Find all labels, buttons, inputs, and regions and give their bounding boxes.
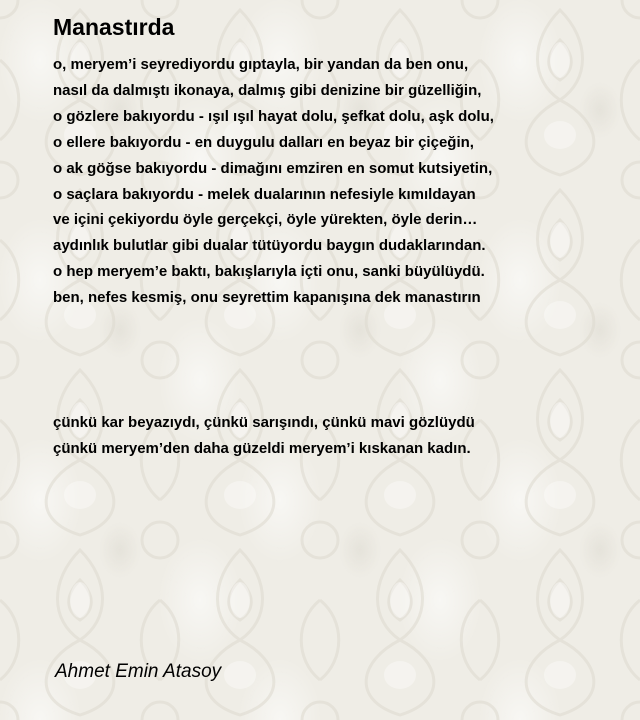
poem-line: o gözlere bakıyordu - ışıl ışıl hayat dolu, şefkat dolu, aşk dolu,	[53, 107, 494, 125]
poem-line: o saçlara bakıyordu - melek dualarının nefesiyle kımıldayan	[53, 185, 476, 203]
poem-line: o ellere bakıyordu - en duygulu dalları en beyaz bir çiçeğin,	[53, 133, 474, 151]
poem-line: o ak göğse bakıyordu - dimağını emziren en somut kutsiyetin,	[53, 159, 493, 177]
poem-line: o, meryem’i seyrediyordu gıptayla, bir yandan da ben onu,	[53, 56, 469, 73]
poem-line: ben, nefes kesmiş, onu seyrettim kapanışına dek manastırın	[53, 289, 481, 307]
poem-author: Ahmet Emin Atasoy	[55, 661, 222, 682]
poem-line: ve içini çekiyordu öyle gerçekçi, öyle yürekten, öyle derin…	[53, 211, 478, 229]
poem-line: aydınlık bulutlar gibi dualar tütüyordu baygın dudaklarından.	[53, 237, 486, 255]
poem-line: çünkü kar beyazıydı, çünkü sarışındı, çünkü mavi gözlüydü	[53, 414, 475, 431]
stanza-1	[53, 52, 494, 311]
poem-line: nasıl da dalmıştı ikonaya, dalmış gibi denizine bir güzelliğin,	[53, 81, 482, 99]
poem-line: o hep meryem’e baktı, bakışlarıyla içti onu, sanki büyülüydü.	[53, 263, 485, 281]
stanza-2	[53, 410, 475, 462]
poem-line: çünkü meryem’den daha güzeldi meryem’i kıskanan kadın.	[53, 439, 471, 457]
poem-title: Manastırda	[53, 14, 175, 40]
